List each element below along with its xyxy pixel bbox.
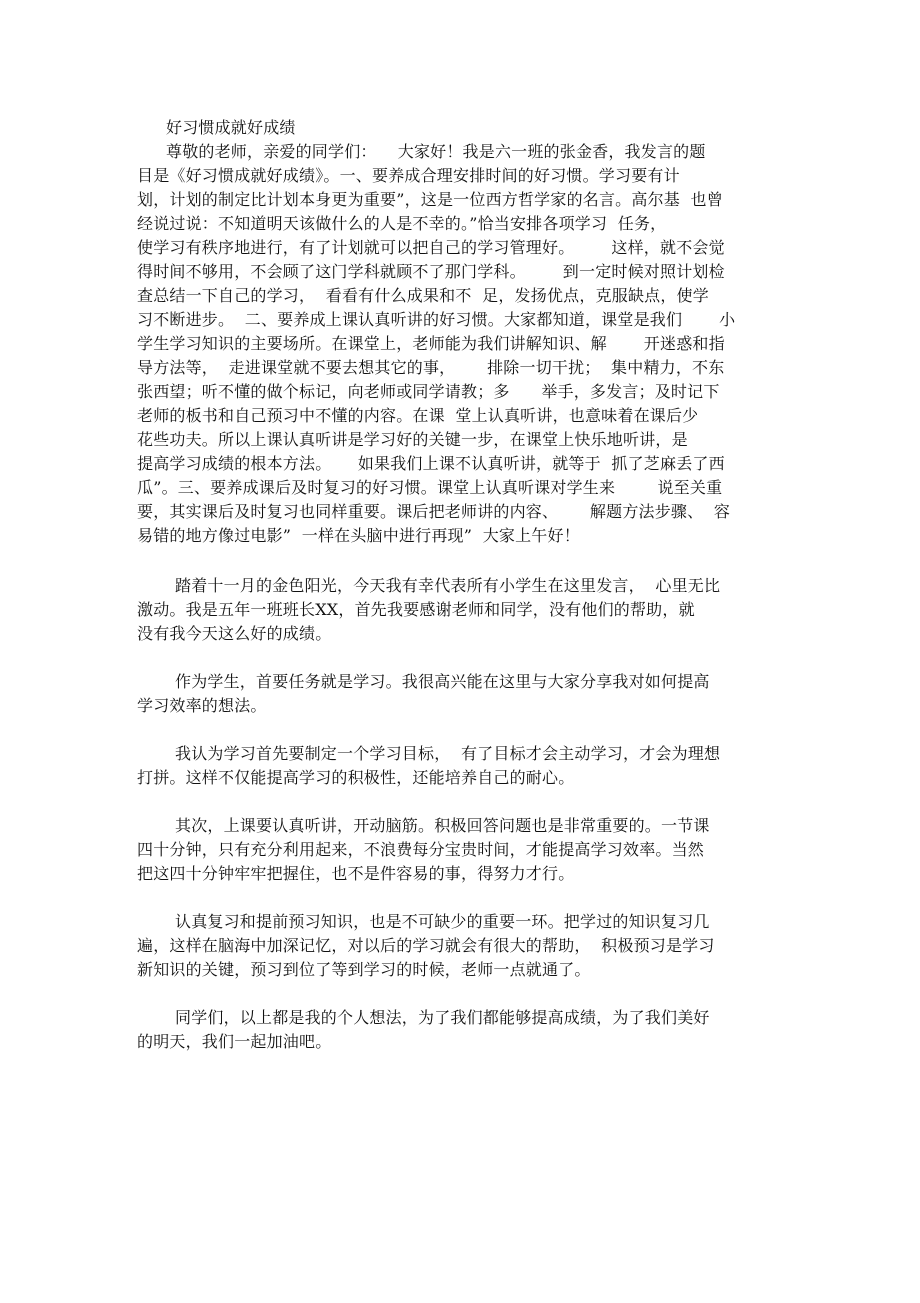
paragraph-line: 没有我今天这么好的成绩。 <box>137 624 332 643</box>
section1-line: 提高学习成绩的根本方法。 如果我们上课不认真听讲，就等于 抓了芝麻丢了西 <box>137 454 725 473</box>
section1-line: 张西望；听不懂的做个标记，向老师或同学请教；多 举手，多发言；及时记下 <box>137 382 720 401</box>
section1-line: 得时间不够用，不会顾了这门学科就顾不了那门学科。 到一定时候对照计划检 <box>137 262 725 281</box>
paragraph-line: 新知识的关键，预习到位了等到学习的时候，老师一点就通了。 <box>137 960 591 979</box>
section1-line: 瓜”。三、要养成课后及时复习的好习惯。课堂上认真听课对学生来 说至关重 <box>137 478 723 497</box>
paragraph-line: 其次，上课要认真听讲，开动脑筋。积极回答问题也是非常重要的。一节课 <box>175 816 710 835</box>
paragraph-line: 我认为学习首先要制定一个学习目标， 有了目标才会主动学习，才会为理想 <box>175 744 721 763</box>
paragraph-line: 认真复习和提前预习知识，也是不可缺少的重要一环。把学过的知识复习几 <box>175 912 710 931</box>
section1-line: 要，其实课后及时复习也同样重要。课后把老师讲的内容、 解题方法步骤、 容 <box>137 502 731 521</box>
section1-line: 尊敬的老师，亲爱的同学们： 大家好！我是六一班的张金香，我发言的题 <box>166 142 706 161</box>
paragraph-line: 的明天，我们一起加油吧。 <box>137 1032 332 1051</box>
paragraph-line: 学习效率的想法。 <box>137 696 267 715</box>
section1-line: 导方法等， 走进课堂就不要去想其它的事， 排除一切干扰； 集中精力，不东 <box>137 358 725 377</box>
paragraph-line: 同学们，以上都是我的个人想法，为了我们都能够提高成绩，为了我们美好 <box>175 1008 710 1027</box>
document-title: 好习惯成就好成绩 <box>166 118 296 137</box>
section1-line: 老师的板书和自己预习中不懂的内容。在课 堂上认真听讲，也意味着在课后少 <box>137 406 699 425</box>
section1-line: 目是《好习惯成就好成绩》。一、要养成合理安排时间的好习惯。学习要有计 <box>137 166 680 185</box>
section1-line: 使学习有秩序地进行，有了计划就可以把自己的学习管理好。 这样，就不会觉 <box>137 238 725 257</box>
section1-line: 查总结一下自己的学习， 看看有什么成果和不 足，发扬优点，克服缺点，使学 <box>137 286 709 305</box>
section1-line: 花些功夫。所以上课认真听讲是学习好的关键一步，在课堂上快乐地听讲，是 <box>137 430 688 449</box>
paragraph-line: 踏着十一月的金色阳光，今天我有幸代表所有小学生在这里发言， 心里无比 <box>175 576 721 595</box>
section1-line: 学生学习知识的主要场所。在课堂上，老师能为我们讲解知识、解 开迷惑和指 <box>137 334 725 353</box>
paragraph-line: 作为学生，首要任务就是学习。我很高兴能在这里与大家分享我对如何提高 <box>175 672 710 691</box>
paragraph-line: 激动。我是五年一班班长XX，首先我要感谢老师和同学，没有他们的帮助，就 <box>137 600 695 619</box>
section1-line: 易错的地方像过电影” 一样在头脑中进行再现” 大家上午好！ <box>137 526 580 545</box>
section1-line: 划，计划的制定比计划本身更为重要”，这是一位西方哲学家的名言。高尔基 也曾 <box>137 190 723 209</box>
paragraph-line: 四十分钟，只有充分利用起来，不浪费每分宝贵时间，才能提高学习效率。当然 <box>137 840 705 859</box>
paragraph-line: 遍，这样在脑海中加深记忆，对以后的学习就会有很大的帮助， 积极预习是学习 <box>137 936 715 955</box>
section1-line: 习不断进步。 二、要养成上课认真听讲的好习惯。大家都知道，课堂是我们 小 <box>137 310 736 329</box>
section1-line: 经说过说：不知道明天该做什么的人是不幸的。”恰当安排各项学习 任务， <box>137 214 667 233</box>
paragraph-line: 把这四十分钟牢牢把握住，也不是件容易的事，得努力才行。 <box>137 864 575 883</box>
paragraph-line: 打拼。这样不仅能提高学习的积极性，还能培养自己的耐心。 <box>137 768 575 787</box>
